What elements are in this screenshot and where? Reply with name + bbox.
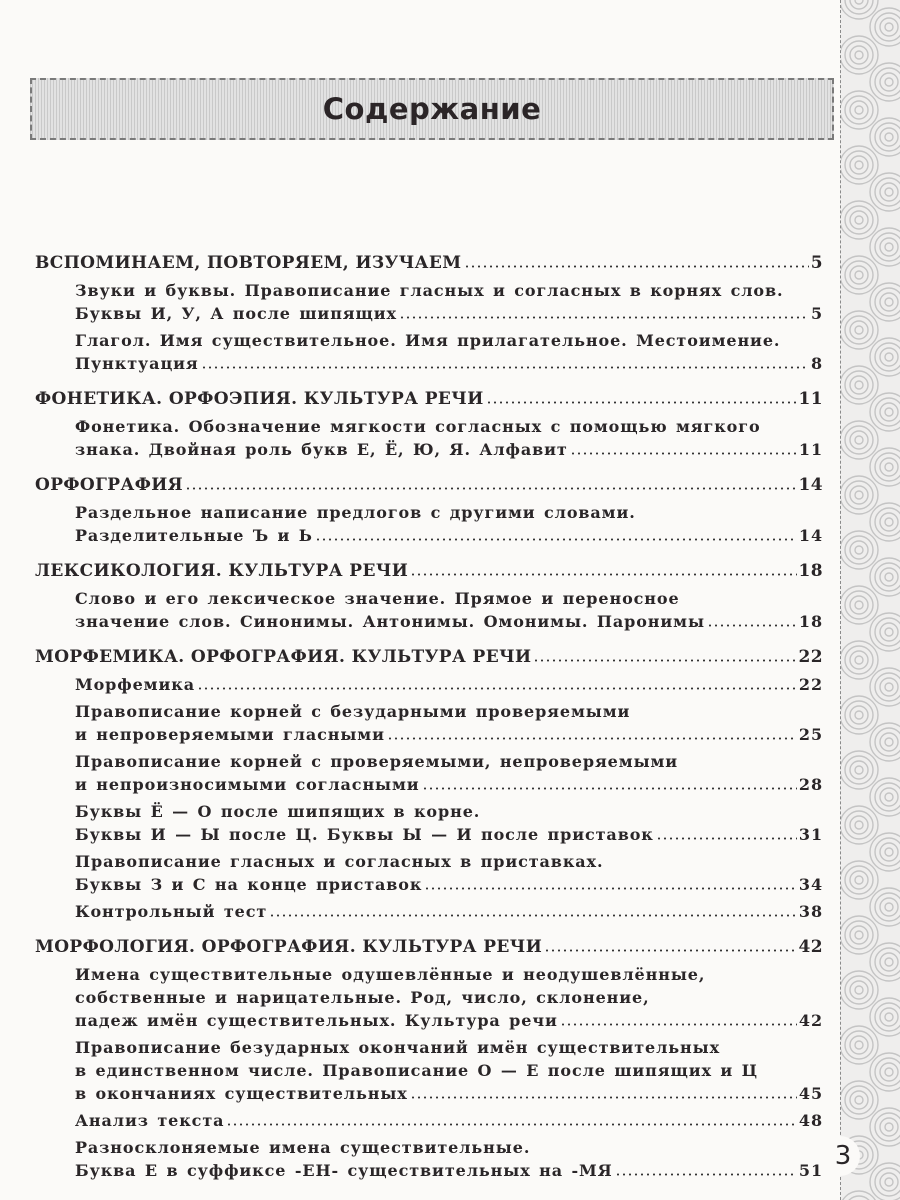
entry-text: Слово и его лексическое значение. Прямое и переносное — [75, 589, 680, 608]
page-ref: 5 — [810, 304, 823, 323]
entry-text: МОРФОЛОГИЯ. ОРФОГРАФИЯ. КУЛЬТУРА РЕЧИ — [35, 937, 543, 957]
toc-text-line — [75, 1136, 823, 1159]
dot-leader — [560, 1023, 797, 1026]
toc-subentry — [75, 750, 823, 796]
toc-entry-line — [75, 302, 823, 325]
entry-text: Звуки и буквы. Правописание гласных и согласных в корнях слов. — [75, 281, 784, 300]
dot-leader — [422, 787, 797, 790]
entry-text: и непроизносимыми согласными — [75, 775, 420, 794]
toc-subentry — [75, 700, 823, 746]
entry-text: Глагол. Имя существительное. Имя прилагательное. Местоимение. — [75, 331, 781, 350]
toc-entry-line — [35, 936, 823, 959]
toc-entry-line — [75, 900, 823, 923]
page-ref: 18 — [798, 612, 823, 631]
toc-text-line — [75, 700, 823, 723]
entry-text: собственные и нарицательные. Род, число, склонение, — [75, 988, 650, 1007]
entry-text: и непроверяемыми гласными — [75, 725, 385, 744]
dot-leader — [424, 887, 797, 890]
page-ref: 42 — [798, 937, 823, 957]
toc-section — [35, 388, 823, 461]
dot-leader — [570, 452, 797, 455]
dot-leader — [464, 265, 809, 268]
toc-text-line — [75, 415, 823, 438]
page-ref: 45 — [798, 1084, 823, 1103]
entry-text: Буквы Ё — О после шипящих в корне. — [75, 802, 481, 821]
toc-section — [35, 252, 823, 375]
page-ref: 5 — [810, 253, 823, 273]
entry-text: Контрольный тест — [75, 902, 268, 921]
toc-entry-line — [35, 252, 823, 275]
toc-text-line — [75, 587, 823, 610]
entry-text: Правописание гласных и согласных в приставках. — [75, 852, 604, 871]
dot-leader — [269, 914, 797, 917]
toc-text-line — [75, 850, 823, 873]
entry-text: Морфемика — [75, 675, 195, 694]
toc-section — [35, 646, 823, 923]
dot-leader — [533, 659, 796, 662]
toc-entry-line — [75, 352, 823, 375]
toc-subentry — [75, 850, 823, 896]
title-banner — [30, 78, 834, 140]
toc-subentry — [75, 800, 823, 846]
page-ref: 25 — [798, 725, 823, 744]
toc-entry-line — [75, 823, 823, 846]
page-ref: 42 — [798, 1011, 823, 1030]
entry-text: знака. Двойная роль букв Е, Ё, Ю, Я. Алфавит — [75, 440, 568, 459]
toc-entry-line — [35, 388, 823, 411]
toc-subentry — [75, 963, 823, 1032]
entry-text: значение слов. Синонимы. Антонимы. Омонимы. Паронимы — [75, 612, 705, 631]
page-ref: 34 — [798, 875, 823, 894]
page-number-text: 3 — [834, 1141, 852, 1171]
entry-text: МОРФЕМИКА. ОРФОГРАФИЯ. КУЛЬТУРА РЕЧИ — [35, 647, 532, 667]
page-ref: 14 — [798, 475, 823, 495]
entry-text: ФОНЕТИКА. ОРФОЭПИЯ. КУЛЬТУРА РЕЧИ — [35, 389, 484, 409]
entry-text: в единственном числе. Правописание О — Е после шипящих и Ц — [75, 1061, 758, 1080]
dot-leader — [410, 573, 796, 576]
toc-subentry — [75, 279, 823, 325]
toc-entry-line — [75, 773, 823, 796]
toc-entry-line — [75, 873, 823, 896]
dot-leader — [486, 401, 797, 404]
page-ref: 8 — [810, 354, 823, 373]
page-ref: 38 — [798, 902, 823, 921]
dot-leader — [707, 624, 797, 627]
toc-section — [35, 474, 823, 547]
page-ref: 31 — [798, 825, 823, 844]
entry-text: Правописание корней с безударными проверяемыми — [75, 702, 631, 721]
entry-text: Правописание безударных окончаний имён существительных — [75, 1038, 721, 1057]
toc-entry-line — [35, 474, 823, 497]
entry-text: ВСПОМИНАЕМ, ПОВТОРЯЕМ, ИЗУЧАЕМ — [35, 253, 462, 273]
toc-subentry — [75, 1036, 823, 1105]
toc-entry-line — [75, 1159, 823, 1182]
entry-text: в окончаниях существительных — [75, 1084, 408, 1103]
dot-leader — [226, 1123, 797, 1126]
toc-text-line — [75, 986, 823, 1009]
toc-subentry — [75, 673, 823, 696]
toc-entry-line — [75, 610, 823, 633]
toc-text-line — [75, 963, 823, 986]
entry-text: падеж имён существительных. Культура речи — [75, 1011, 558, 1030]
toc-subentry — [75, 1109, 823, 1132]
entry-text: Буквы И, У, А после шипящих — [75, 304, 397, 323]
toc-entry-line — [75, 1082, 823, 1105]
toc-subentry — [75, 1136, 823, 1182]
entry-text: Правописание корней с проверяемыми, непроверяемыми — [75, 752, 679, 771]
dot-leader — [315, 538, 797, 541]
toc-subentry — [75, 900, 823, 923]
page-ref: 18 — [798, 561, 823, 581]
page-title: Содержание — [322, 92, 542, 126]
entry-text: Разносклоняемые имена существительные. — [75, 1138, 531, 1157]
toc-section — [35, 560, 823, 633]
entry-text: Анализ текста — [75, 1111, 225, 1130]
entry-text: Фонетика. Обозначение мягкости согласных с помощью мягкого — [75, 417, 761, 436]
toc-text-line — [75, 1059, 823, 1082]
page-ref: 22 — [798, 647, 823, 667]
toc-subentry — [75, 329, 823, 375]
entry-text: Имена существительные одушевлённые и неодушевлённые, — [75, 965, 706, 984]
dot-leader — [410, 1096, 797, 1099]
page-ref: 51 — [798, 1161, 823, 1180]
toc-entry-line — [35, 646, 823, 669]
toc-entry-line — [75, 438, 823, 461]
toc-entry-line — [75, 723, 823, 746]
page-ref: 11 — [798, 440, 823, 459]
toc-text-line — [75, 1036, 823, 1059]
toc-entry-line — [35, 560, 823, 583]
entry-text: Пунктуация — [75, 354, 199, 373]
toc-text-line — [75, 750, 823, 773]
page-ref: 48 — [798, 1111, 823, 1130]
page-ref: 11 — [798, 389, 823, 409]
entry-text: Буквы И — Ы после Ц. Буквы Ы — И после приставок — [75, 825, 654, 844]
entry-text: ОРФОГРАФИЯ — [35, 475, 184, 495]
entry-text: ЛЕКСИКОЛОГИЯ. КУЛЬТУРА РЕЧИ — [35, 561, 409, 581]
decorative-swirl-border — [840, 0, 900, 1200]
dot-leader — [544, 949, 796, 952]
page-ref: 14 — [798, 526, 823, 545]
dot-leader — [615, 1173, 797, 1176]
toc-subentry — [75, 587, 823, 633]
toc-entry-line — [75, 524, 823, 547]
dot-leader — [185, 487, 796, 490]
swirl-ornament-icon — [841, 0, 900, 1200]
toc-text-line — [75, 329, 823, 352]
toc-entry-line — [75, 673, 823, 696]
toc-entry-line — [75, 1109, 823, 1132]
page-ref: 22 — [798, 675, 823, 694]
toc-subentry — [75, 415, 823, 461]
entry-text: Буква Е в суффиксе -ЕН- существительных на -МЯ — [75, 1161, 613, 1180]
dot-leader — [387, 737, 797, 740]
entry-text: Буквы З и С на конце приставок — [75, 875, 423, 894]
dot-leader — [197, 687, 797, 690]
dot-leader — [201, 366, 809, 369]
toc-subentry — [75, 501, 823, 547]
entry-text: Разделительные Ъ и Ь — [75, 526, 313, 545]
dot-leader — [656, 837, 797, 840]
toc-text-line — [75, 279, 823, 302]
toc-text-line — [75, 501, 823, 524]
entry-text: Раздельное написание предлогов с другими словами. — [75, 503, 636, 522]
page-ref: 28 — [798, 775, 823, 794]
toc-entry-line — [75, 1009, 823, 1032]
table-of-contents — [35, 252, 823, 1182]
toc-section — [35, 936, 823, 1182]
toc-text-line — [75, 800, 823, 823]
dot-leader — [399, 316, 809, 319]
